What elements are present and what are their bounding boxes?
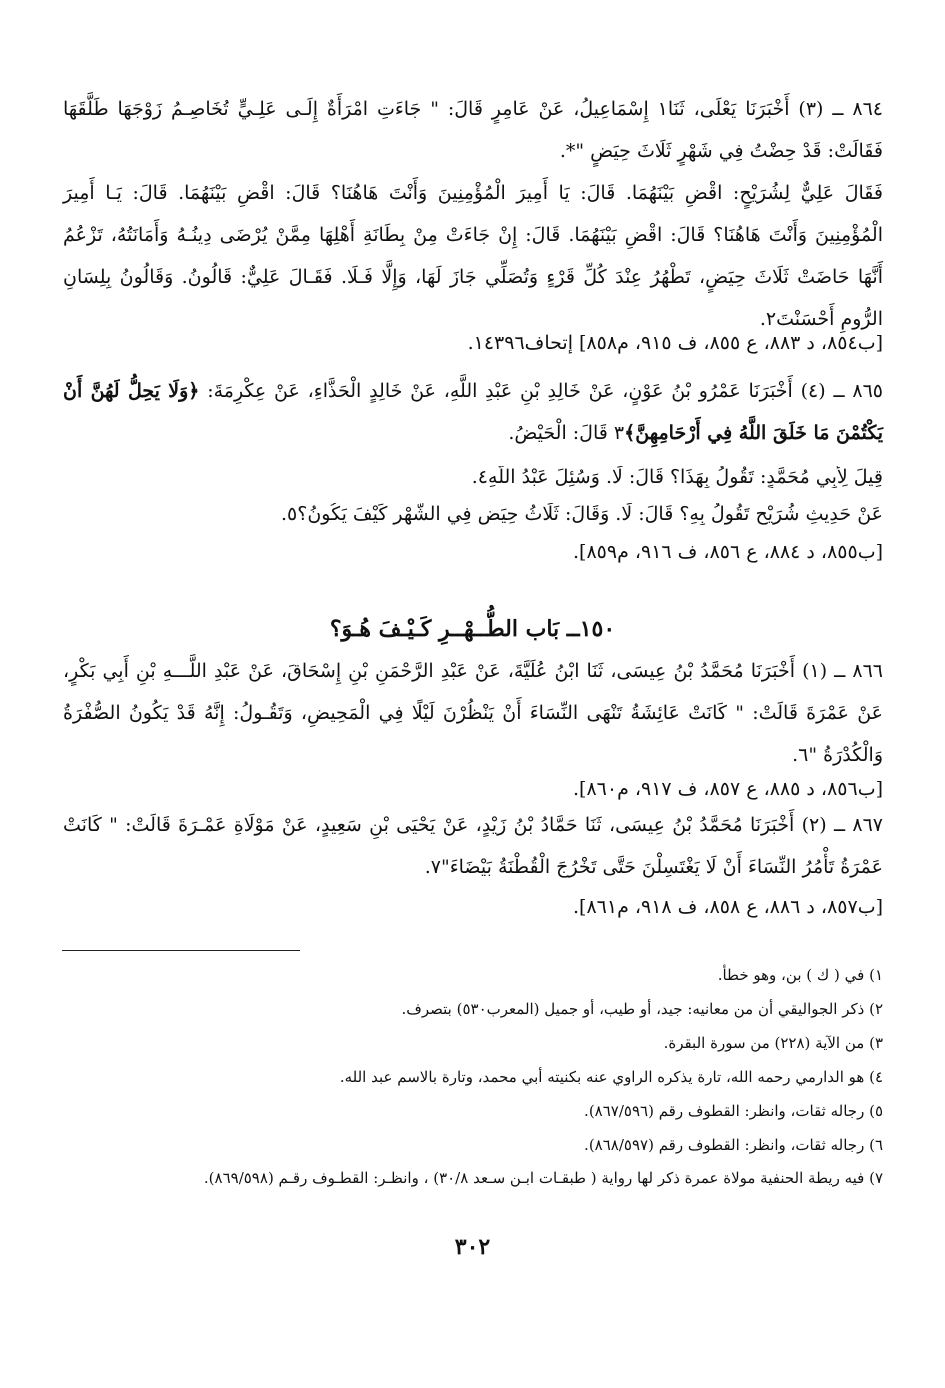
footnote-5: ٥) رجاله ثقات، وانظر: القطوف رقم (٨٦٧/٥٩٦).: [584, 1102, 883, 1120]
hadith-865-paragraph: [63, 370, 883, 454]
hadith-864-text: ٨٦٤ ــ (٣) أَخْبَرَنَا يَعْلَى، ثَنَا١ إِسْمَاعِيلُ، عَنْ عَامِرٍ قَالَ: " جَاءَتِ امْرَأَةٌ إِلَـى عَلِـيٍّ تُخَاصِـمُ زَوْجَهَا طَلَّقَهَا فَقَالَتْ: قَدْ حِضْتُ فِي شَهْرٍ ثَلَاثَ حِيَضٍ "*.: [63, 98, 884, 162]
hadith-865-followup: عَنْ حَدِيثِ شُرَيْحٍ تَقُولُ بِهِ؟ قَالَ: لَا. وَقَالَ: ثَلَاثُ حِيَضٍ فِي الشَّهْرِ كَيْفَ يَكُونُ؟٥.: [280, 503, 883, 525]
footnote-2: ٢) ذكر الجواليقي أن من معانيه: جيد، أو طيب، أو جميل (المعرب٥٣٠) بتصرف.: [401, 1000, 883, 1018]
hadith-865-text: ٨٦٥ ــ (٤) أَخْبَرَنَا عَمْرُو بْنُ عَوْنٍ، عَنْ خَالِدِ بْنِ عَبْدِ اللَّهِ، عَنْ خَالِدٍ الْحَذَّاءِ، عَنْ عِكْرِمَةَ:: [199, 380, 883, 402]
footnote-7: ٧) فيه ريطة الحنفية مولاة عمرة ذكر لها رواية ( طبقـات ابـن سـعد ٣٠/٨) ، وانظـر: القطـوف رقـم (٨٦٩/٥٩٨).: [203, 1169, 883, 1187]
page-number: ٣٠٢: [454, 1234, 491, 1260]
hadith-866-text: ٨٦٦ ــ (١) أَخْبَرَنَا مُحَمَّدُ بْنُ عِيسَى، ثَنَا ابْنُ عُلَيَّةَ، عَنْ عَبْدِ الرَّحْمَنِ بْنِ إِسْحَاقَ، عَنْ عَبْدِ اللَّـــهِ بْنِ أَبِي بَكْرٍ، عَنْ عَمْرَةَ قَالَتْ: " كَانَتْ عَائِشَةُ تَنْهَى النِّسَاءَ أَنْ يَنْظُرْنَ لَيْلًا فِي الْمَحِيضِ، وَتَقُـولُ: إِنَّهُ قَدْ يَكُونُ الصُّفْرَةُ وَالْكُدْرَةُ "٦.: [63, 660, 883, 766]
hadith-867-text: ٨٦٧ ــ (٢) أَخْبَرَنَا مُحَمَّدُ بْنُ عِيسَى، ثَنَا حَمَّادُ بْنُ زَيْدٍ، عَنْ يَحْيَى بْنِ سَعِيدٍ، عَنْ مَوْلَاةِ عَمْـرَةَ قَالَتْ: " كَانَتْ عَمْرَةُ تَأْمُرُ النِّسَاءَ أَنْ لَا يَغْتَسِلْنَ حَتَّى تَخْرُجَ الْقُطْنَةُ بَيْضَاءَ"٧.: [63, 814, 883, 878]
footnote-divider: [62, 950, 300, 951]
hadith-864-references: [ب٨٥٤، د ٨٨٣، ع ٨٥٥، ف ٩١٥، م٨٥٨] إتحاف١٤٣٩٦.: [467, 332, 883, 354]
footnote-1: ١) في ( ك ) بن، وهو خطأ.: [717, 966, 883, 984]
quran-verse: ﴿وَلَا يَحِلُّ لَهُنَّ أَنْ يَكْتُمْنَ مَا خَلَقَ اللَّهُ فِي أَرْحَامِهِنَّ﴾: [63, 380, 883, 444]
hadith-865-answer: ٣ قَالَ: الْحَيْضُ.: [508, 422, 625, 444]
hadith-864-continuation: فَقَالَ عَلِيٌّ لِشُرَيْحٍ: اقْضِ بَيْنَهُمَا. قَالَ: يَا أَمِيرَ الْمُؤْمِنِينَ وَأَنْتَ هَاهُنَا؟ قَالَ: اقْضِ بَيْنَهُمَا. قَالَ: يَـا أَمِيرَ الْمُؤْمِنِينَ وَأَنْتَ هَاهُنَا؟ قَالَ: اقْضِ بَيْنَهُمَا. قَالَ: إِنْ جَاءَتْ مِنْ بِطَانَةِ أَهْلِهَا مِمَّنْ يُرْضَى دِينُـهُ وَأَمَانَتُهُ، تَزْعُمُ أَنَّهَا حَاضَتْ ثَلَاثَ حِيَضٍ، تَطْهُرُ عِنْدَ كُلِّ قَرْءٍ وَتُصَلِّي جَازَ لَهَا، وَإِلَّا فَـلَا. فَقَـالَ عَلِيٌّ: قَالُونُ. وَقَالُونُ بِلِسَانِ الرُّومِ أَحْسَنْتَ٢.: [63, 182, 883, 330]
hadith-865-question: قِيلَ لِأَبِي مُحَمَّدٍ: تَقُولُ بِهَذَا؟ قَالَ: لَا. وَسُئِلَ عَبْدُ اللَّهِ٤.: [471, 466, 883, 488]
footnote-4: ٤) هو الدارمي رحمه الله، تارة يذكره الراوي عنه بكنيته أبي محمد، وتارة بالاسم عبد الله.: [339, 1068, 883, 1086]
hadith-866-references: [ب٨٥٦، د ٨٨٥، ع ٨٥٧، ف ٩١٧، م٨٦٠].: [573, 778, 883, 800]
footnote-3: ٣) من الآية (٢٢٨) من سورة البقرة.: [663, 1034, 883, 1052]
footnote-6: ٦) رجاله ثقات، وانظر: القطوف رقم (٨٦٨/٥٩٧).: [584, 1136, 883, 1154]
hadith-865-references: [ب٨٥٥، د ٨٨٤، ع ٨٥٦، ف ٩١٦، م٨٥٩].: [573, 541, 883, 563]
chapter-heading: ١٥٠ــ بَاب الطُّــهْــرِ كَـيْـفَ هُـوَ؟: [329, 616, 616, 642]
hadith-867-references: [ب٨٥٧، د ٨٨٦، ع ٨٥٨، ف ٩١٨، م٨٦١].: [573, 896, 883, 918]
footnotes: [63, 958, 883, 1194]
